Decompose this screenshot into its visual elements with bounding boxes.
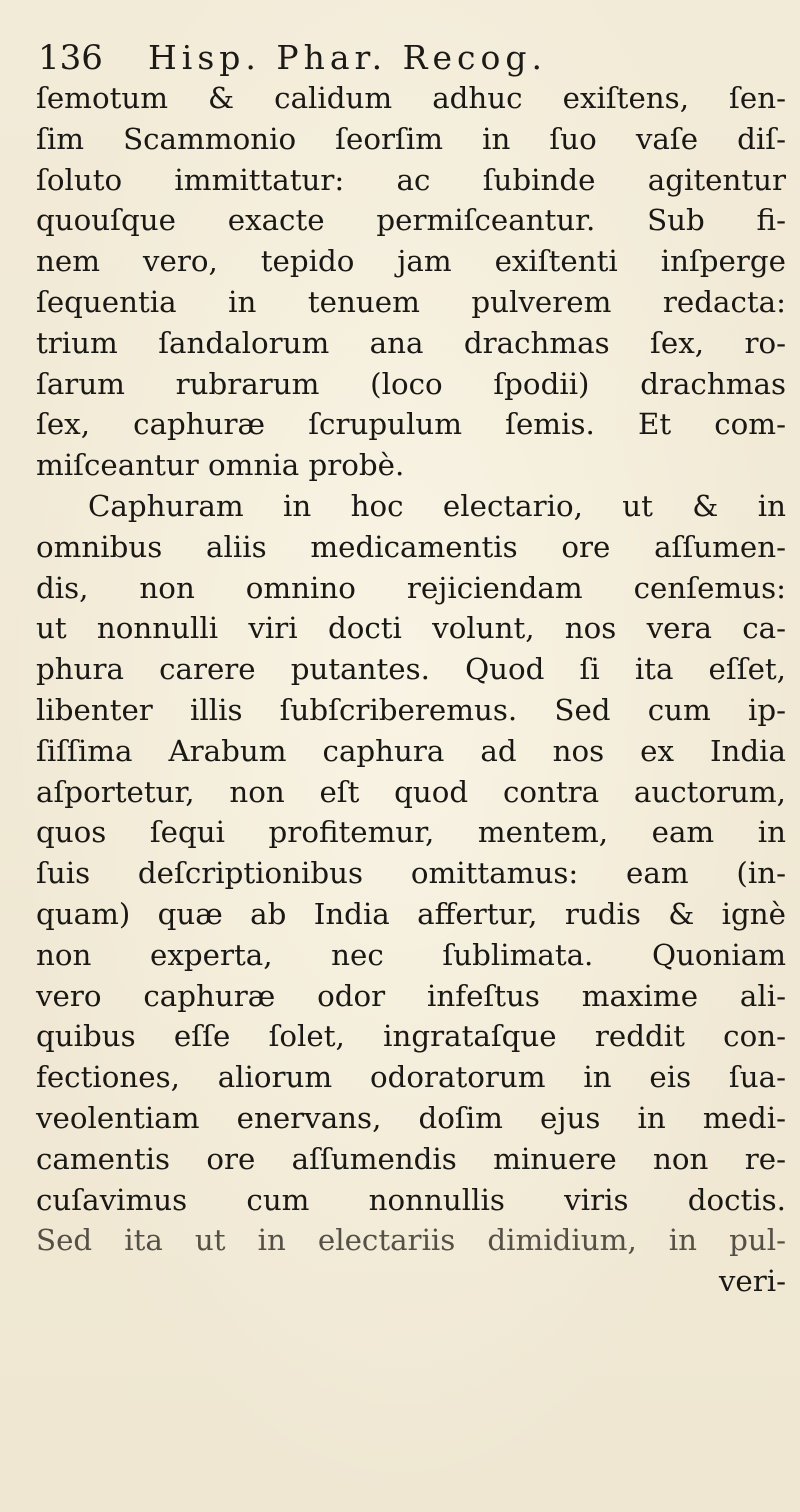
text-line: quouſque exacte permiſceantur. Sub fi- — [36, 203, 786, 238]
text-line: ut nonnulli viri docti volunt, nos vera ca- — [36, 611, 786, 646]
text-line: fectiones, aliorum odoratorum in eis ſua- — [36, 1060, 786, 1095]
page-number: 136 — [38, 38, 103, 78]
text-line: ſequentia in tenuem pulverem redacta: — [36, 284, 786, 319]
text-line: aſportetur, non eſt quod contra auctorum, — [36, 774, 786, 809]
text-line: ſoluto immittatur: ac ſubinde agitentur — [36, 162, 786, 197]
text-line: quam) quæ ab India affertur, rudis & ignè — [36, 896, 786, 931]
text-line: ſuis deſcriptionibus omittamus: eam (in- — [36, 856, 786, 891]
text-line: trium ſandalorum ana drachmas ſex, ro- — [36, 325, 786, 360]
text-line: dis, non omnino rejiciendam cenſemus: — [36, 570, 786, 605]
text-line: ſim Scammonio ſeorſim in ſuo vaſe diſ- — [36, 121, 786, 156]
text-line: ſemotum & calidum adhuc exiſtens, ſen- — [36, 81, 786, 115]
text-line: omnibus aliis medicamentis ore aſſumen- — [36, 529, 786, 564]
running-title: Hisp. Phar. Recog. — [148, 38, 547, 77]
text-line: non experta, nec ſublimata. Quoniam — [36, 937, 786, 972]
text-line: nem vero, tepido jam exiſtenti inſperge — [36, 244, 786, 279]
paragraph-start-line: Caphuram in hoc electario, ut & in — [88, 488, 786, 523]
text-line: quibus eſſe ſolet, ingrataſque reddit con- — [36, 1019, 786, 1054]
body-text — [36, 78, 786, 1302]
text-line: vero caphuræ odor infeſtus maxime ali- — [36, 978, 786, 1013]
text-line: ſex, caphuræ ſcrupulum ſemis. Et com- — [36, 407, 786, 442]
text-line: ſarum rubrarum (loco ſpodii) drachmas — [36, 366, 786, 401]
text-line: cuſavimus cum nonnullis viris doctis. — [36, 1182, 786, 1217]
text-line: quos ſequi profitemur, mentem, eam in — [36, 815, 786, 850]
text-line: camentis ore aſſumendis minuere non re- — [36, 1141, 786, 1176]
text-line: phura carere putantes. Quod ſi ita eſſet, — [36, 652, 786, 687]
page-header — [38, 34, 778, 82]
text-line: veolentiam enervans, doſim ejus in medi- — [36, 1100, 786, 1135]
catchword: veri- — [718, 1264, 786, 1299]
text-line: ſiſſima Arabum caphura ad nos ex India — [36, 733, 786, 768]
text-line: miſceantur omnia probè. — [36, 448, 405, 483]
text-line: libenter illis ſubſcriberemus. Sed cum ip- — [36, 692, 786, 727]
text-line: Sed ita ut in electariis dimidium, in pul- — [36, 1223, 786, 1258]
